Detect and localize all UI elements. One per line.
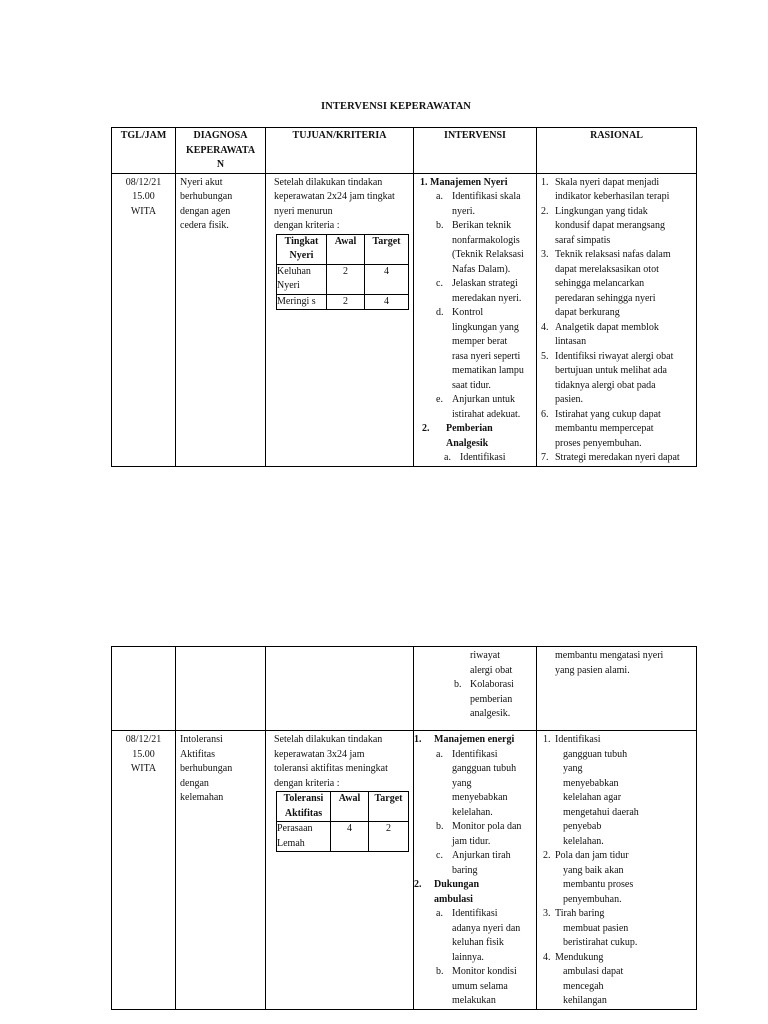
intervention-cell	[414, 731, 537, 1010]
goal-line: toleransi aktifitas meningkat	[274, 763, 388, 774]
list-item: b. Monitor kondisi umum selama melakukan	[436, 966, 517, 1006]
diagnosis-line: Intoleransi	[180, 734, 223, 745]
criteria-table	[276, 791, 409, 852]
empty-cell	[112, 647, 176, 731]
list-item: 5. Identifiksi riwayat alergi obat bertujuan untuk melihat ada tidaknya alergi obat pada pasien.	[541, 350, 674, 405]
list-item: a. Identifikasi gangguan tubuh yang menyebabkan kelelahan.	[436, 748, 517, 818]
criteria-initial: 2	[327, 264, 365, 294]
diagnosis-line: berhubungan	[180, 191, 233, 202]
list-item: 4. Analgetik dapat memblok lintasan	[541, 321, 659, 347]
intervention-heading-cont: ambulasi	[434, 893, 473, 905]
date-cell	[112, 731, 176, 1010]
list-item: 2. Lingkungan yang tidak kondusif dapat merangsang saraf simpatis	[541, 205, 665, 246]
criteria-header: Target	[365, 234, 409, 264]
list-item: 6. Istirahat yang cukup dapat membantu mempercepat proses penyembuhan.	[541, 408, 661, 449]
criteria-label: Perasaan Lemah	[277, 822, 331, 852]
intervention-list	[414, 748, 532, 879]
intervention-cell	[414, 173, 537, 466]
diagnosis-line: Nyeri akut	[180, 176, 223, 188]
criteria-label: Keluhan Nyeri	[277, 264, 327, 294]
time-text: 15.00	[132, 191, 155, 202]
goal-line: keperawatan 2x24 jam tingkat	[274, 191, 395, 202]
rational-line: membantu mengatasi nyeri	[555, 650, 664, 661]
intervention-cell	[414, 647, 537, 731]
list-item: 7. Strategi meredakan nyeri dapat	[541, 452, 680, 463]
intervention-heading: 1. Manajemen Nyeri	[420, 176, 508, 188]
document-title: INTERVENSI KEPERAWATAN	[321, 101, 471, 112]
timezone-text: WITA	[130, 763, 157, 774]
intervention-list	[420, 451, 532, 466]
rational-cell	[537, 647, 697, 731]
list-item: 2. Pola dan jam tidur yang baik akan membantu proses penyembuhan.	[543, 850, 634, 905]
criteria-target: 4	[365, 294, 409, 310]
list-item: a. Identifikasi	[444, 452, 506, 463]
criteria-header: Tingkat Nyeri	[277, 234, 327, 264]
diagnosis-line: berhubungan	[180, 763, 233, 774]
intervention-line: riwayat	[470, 650, 500, 661]
intervention-line: alergi obat	[470, 664, 513, 676]
date-cell	[112, 173, 176, 466]
rational-cell	[537, 731, 697, 1010]
goal-line: keperawatan 3x24 jam	[274, 748, 365, 760]
criteria-target: 4	[365, 264, 409, 294]
list-item: e. Anjurkan untuk istirahat adekuat.	[436, 394, 521, 420]
criteria-target: 2	[369, 822, 409, 852]
list-item: 3. Tirah baring membuat pasien beristirahat cukup.	[543, 908, 638, 948]
header-intervention: INTERVENSI	[414, 128, 537, 174]
time-text: 15.00	[132, 748, 155, 760]
diagnosis-cell	[176, 173, 266, 466]
list-item: 1. Skala nyeri dapat menjadi indikator keberhasilan terapi	[541, 176, 670, 202]
rational-list	[541, 176, 692, 466]
criteria-initial: 4	[331, 822, 369, 852]
intervention-heading: 1. Manajemen energi	[414, 734, 515, 745]
date-text: 08/12/21	[125, 734, 162, 745]
list-item: a. Identifikasi adanya nyeri dan keluhan fisik lainnya.	[436, 908, 521, 963]
goal-line: dengan kriteria :	[274, 777, 340, 789]
criteria-header: Awal	[327, 234, 365, 264]
diagnosis-line: cedera fisik.	[180, 220, 229, 231]
intervention-list	[414, 907, 532, 1009]
list-item: b. Kolaborasi pemberian analgesik.	[454, 679, 514, 719]
empty-cell	[266, 647, 414, 731]
list-item: b. Monitor pola dan jam tidur.	[436, 821, 522, 847]
list-item: 3. Teknik relaksasi nafas dalam dapat merelaksasikan otot sehingga melancarkan peredaran sehingga nyeri dapat berkurang	[541, 249, 671, 318]
intervention-list	[420, 190, 532, 422]
goal-cell	[266, 731, 414, 1010]
timezone-text: WITA	[130, 205, 157, 217]
criteria-label: Meringi s	[277, 294, 327, 310]
table-row	[112, 731, 697, 1010]
header-diagnosis: DIAGNOSA KEPERAWATA N	[176, 128, 266, 174]
goal-line: Setelah dilakukan tindakan	[274, 734, 383, 745]
diagnosis-cell	[176, 731, 266, 1010]
list-item: 1. Identifikasi gangguan tubuh yang menyebabkan kelelahan agar mengetahui daerah penyebab kelelahan.	[543, 734, 639, 847]
list-item: 4. Mendukung ambulasi dapat mencegah kehilangan	[543, 951, 624, 1006]
intervention-table-page2	[111, 646, 697, 1010]
criteria-header: Target	[369, 792, 409, 822]
intervention-table-page1	[111, 127, 697, 467]
rational-list	[541, 733, 692, 1009]
diagnosis-line: Aktifitas	[180, 748, 215, 760]
criteria-header: Toleransi Aktifitas	[277, 792, 331, 822]
criteria-table	[276, 234, 409, 311]
intervention-list	[420, 678, 532, 722]
list-item: c. Anjurkan tirah baring	[436, 850, 511, 876]
goal-line: dengan kriteria :	[274, 220, 340, 231]
list-item: b. Berikan teknik nonfarmakologis (Teknik Relaksasi Nafas Dalam).	[436, 220, 524, 275]
intervention-heading: 2. Pemberian Analgesik	[422, 423, 493, 449]
header-date: TGL/JAM	[112, 128, 176, 174]
criteria-initial: 2	[327, 294, 365, 310]
diagnosis-line: dengan agen	[180, 205, 231, 217]
goal-line: nyeri menurun	[274, 205, 333, 217]
goal-line: Setelah dilakukan tindakan	[274, 176, 383, 188]
diagnosis-line: dengan	[180, 777, 209, 789]
goal-cell	[266, 173, 414, 466]
table-header-row	[112, 128, 697, 174]
empty-cell	[176, 647, 266, 731]
list-item: d. Kontrol lingkungan yang memper berat rasa nyeri seperti mematikan lampu saat tidur.	[436, 307, 524, 391]
diagnosis-line: kelemahan	[180, 792, 224, 803]
header-goal: TUJUAN/KRITERIA	[266, 128, 414, 174]
rational-line: yang pasien alami.	[555, 664, 630, 676]
list-item: a. Identifikasi skala nyeri.	[436, 191, 521, 217]
intervention-heading: 2. Dukungan	[414, 879, 480, 890]
table-row	[112, 173, 697, 466]
date-text: 08/12/21	[125, 176, 162, 188]
criteria-header: Awal	[331, 792, 369, 822]
header-rational: RASIONAL	[537, 128, 697, 174]
table-row	[112, 647, 697, 731]
list-item: c. Jelaskan strategi meredakan nyeri.	[436, 278, 522, 304]
rational-cell	[537, 173, 697, 466]
